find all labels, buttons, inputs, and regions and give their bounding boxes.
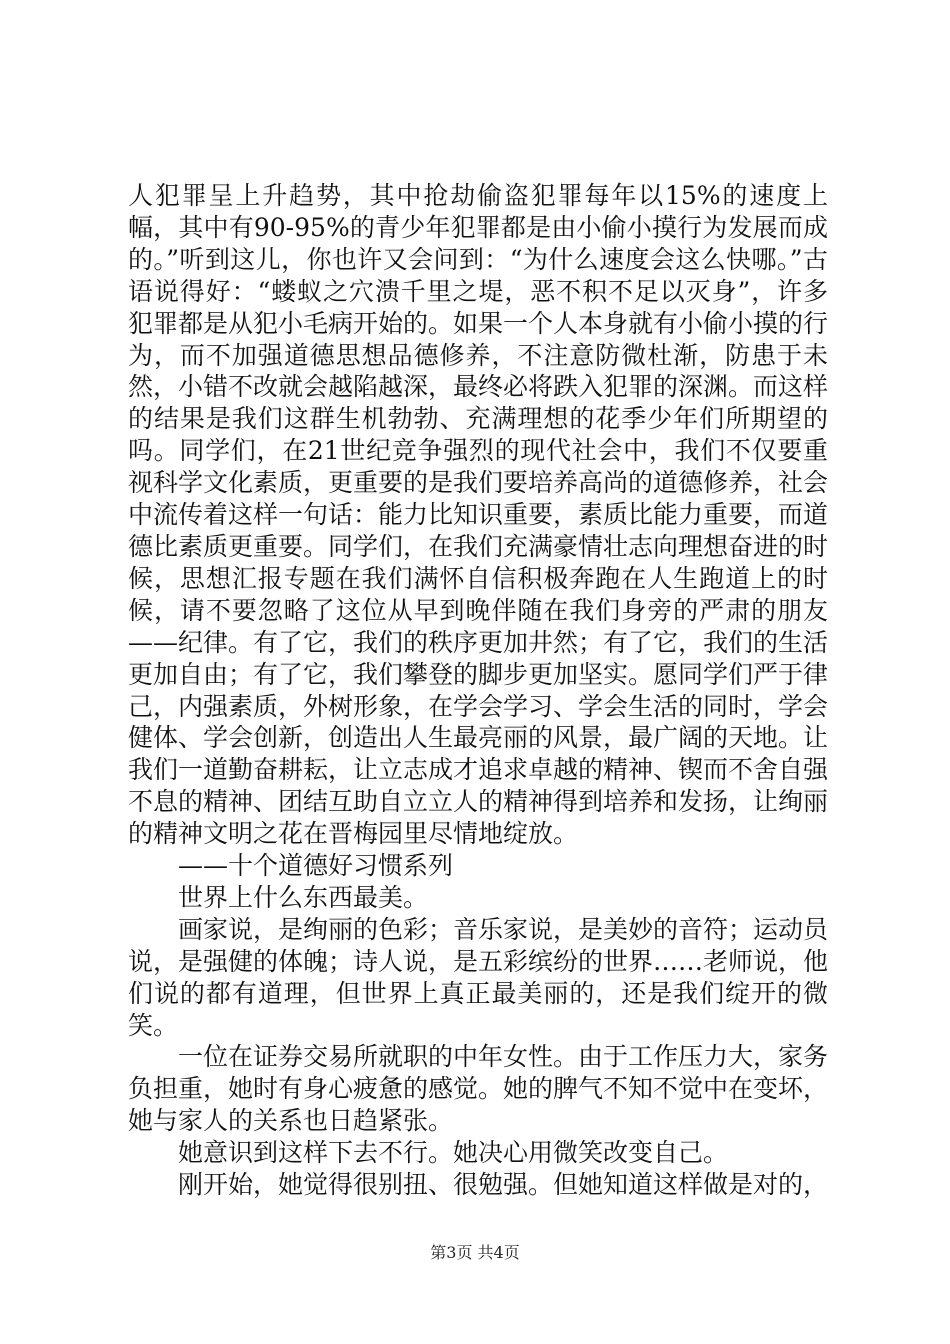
paragraph-story: 一位在证券交易所就职的中年女性。由于工作压力大，家务负担重，她时有身心疲惫的感觉。她的脾气不知不觉中在变坏，她与家人的关系也日趋紧张。 xyxy=(128,1042,829,1136)
document-body xyxy=(128,180,828,1201)
paragraph-answers: 画家说，是绚丽的色彩；音乐家说，是美妙的音符；运动员说，是强健的体魄；诗人说，是五彩缤纷的世界……老师说，他们说的都有道理，但世界上真正最美丽的，还是我们绽开的微笑。 xyxy=(128,914,829,1040)
page-number-footer: 第3页 共4页 xyxy=(430,1243,520,1262)
paragraph-beginning: 刚开始，她觉得很别扭、很勉强。但她知道这样做是对的， xyxy=(178,1170,829,1200)
paragraph-series-title: ——十个道德好习惯系列 xyxy=(178,851,454,881)
paragraph-continuation: 人犯罪呈上升趋势，其中抢劫偷盗犯罪每年以15%的速度上幅，其中有90-95%的青少年犯罪都是由小偷小摸行为发展而成的。”听到这儿，你也许又会问到：“为什么速度会这么快哪。”古语说得好：“蝼蚁之穴溃千里之堤，恶不积不足以灭身”，许多犯罪都是从犯小毛病开始的。如果一个人本身就有小偷小摸的行为，而不加强道德思想品德修养，不注意防微杜渐，防患于未然，小错不改就会越陷越深，最终必将跌入犯罪的深渊。而这样的结果是我们这群生机勃勃、充满理想的花季少年们所期望的吗。同学们，在21世纪竞争强烈的现代社会中，我们不仅要重视科学文化素质，更重要的是我们要培养高尚的道德修养，社会中流传着这样一句话：能力比知识重要，素质比能力重要，而道德比素质更重要。同学们，在我们充满豪情壮志向理想奋进的时候，思想汇报专题在我们满怀自信积极奔跑在人生跑道上的时候，请不要忽略了这位从早到晚伴随在我们身旁的严肃的朋友——纪律。有了它，我们的秩序更加井然；有了它，我们的生活更加自由；有了它，我们攀登的脚步更加坚实。愿同学们严于律己，内强素质，外树形象，在学会学习、学会生活的同时，学会健体、学会创新，创造出人生最亮丽的风景，最广阔的天地。让我们一道勤奋耕耘，让立志成才追求卓越的精神、锲而不舍自强不息的精神、团结互助自立立人的精神得到培养和发扬，让绚丽的精神文明之花在晋梅园里尽情地绽放。 xyxy=(128,181,829,849)
paragraph-question: 世界上什么东西最美。 xyxy=(178,882,429,912)
paragraph-decision: 她意识到这样下去不行。她决心用微笑改变自己。 xyxy=(178,1138,729,1168)
